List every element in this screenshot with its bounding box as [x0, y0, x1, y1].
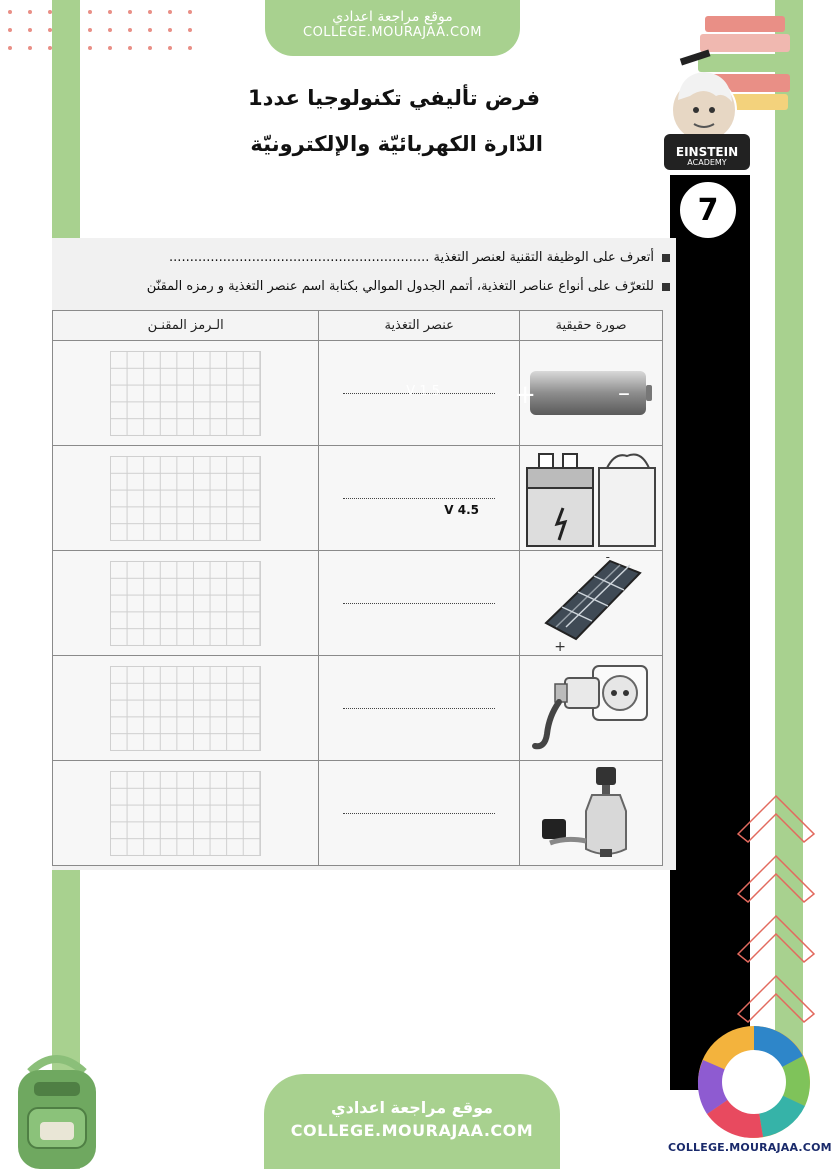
symbol-cell[interactable] — [53, 551, 319, 656]
question-2: للتعرّف على أنواع عناصر التغذية، أتمم الجدول الموالي بكتابة اسم عنصر التغذية و رمزه المقنّن — [55, 279, 670, 294]
svg-text:–: – — [618, 379, 631, 407]
worksheet — [52, 238, 676, 870]
svg-text:-: - — [605, 550, 611, 564]
picture-cell — [520, 761, 663, 866]
symbol-grid[interactable] — [110, 351, 261, 436]
picture-cell — [520, 551, 663, 656]
svg-text:+: + — [554, 639, 567, 655]
header-symbol: الـرمز المقنـن — [53, 311, 319, 341]
symbol-cell[interactable] — [53, 761, 319, 866]
bullet-square-icon — [662, 283, 670, 291]
bullet-square-icon — [662, 254, 670, 262]
academy-name-line2: ACADEMY — [687, 158, 727, 167]
wall-socket-icon — [531, 660, 651, 756]
element-name-cell[interactable] — [319, 446, 520, 551]
power-supply-table — [52, 310, 663, 866]
symbol-grid[interactable] — [110, 456, 261, 541]
symbol-cell[interactable] — [53, 341, 319, 446]
answer-line[interactable] — [343, 707, 495, 709]
page-subtitle: الدّارة الكهربائيّة والإلكترونيّة — [250, 132, 543, 156]
page-title: فرض تأليفي تكنولوجيا عدد1 — [248, 86, 540, 110]
element-name-cell[interactable] — [319, 656, 520, 761]
table-row — [53, 551, 663, 656]
answer-line[interactable] — [343, 602, 495, 604]
svg-text:+: + — [514, 380, 537, 410]
site-badge-top — [265, 0, 520, 56]
answer-line[interactable] — [343, 497, 495, 499]
site-badge-bottom — [264, 1074, 560, 1169]
table-row — [53, 761, 663, 866]
flat-batteries-icon — [523, 448, 659, 548]
element-name-cell[interactable] — [319, 551, 520, 656]
symbol-grid[interactable] — [110, 561, 261, 646]
backpack-icon — [0, 1052, 112, 1169]
header-real-picture: صورة حقيقية — [520, 311, 663, 341]
table-header-row — [53, 311, 663, 341]
table-row — [53, 446, 663, 551]
table-row — [53, 656, 663, 761]
picture-cell — [514, 341, 663, 446]
chevrons-decoration — [732, 790, 822, 1040]
dots-decoration — [0, 0, 200, 60]
academy-name-line1: EINSTEIN — [675, 145, 739, 159]
dynamo-icon — [536, 763, 646, 863]
symbol-grid[interactable] — [110, 666, 261, 751]
subjects-wheel-logo — [693, 1022, 815, 1140]
battery-cell-icon — [514, 363, 656, 423]
site-name-top: موقع مراجعة اعدادي — [332, 9, 453, 25]
academy-logo — [660, 12, 800, 177]
header-power-element: عنصر التغذية — [319, 311, 520, 341]
element-name-cell[interactable] — [319, 761, 520, 866]
site-url-bottom[interactable]: COLLEGE.MOURAJAA.COM — [290, 1121, 534, 1140]
site-url-top[interactable]: COLLEGE.MOURAJAA.COM — [303, 25, 482, 40]
solar-panel-icon — [536, 550, 646, 655]
site-name-bottom: موقع مراجعة اعدادي — [330, 1098, 494, 1117]
picture-cell — [520, 446, 663, 551]
page-number: 7 — [677, 179, 739, 241]
question-1: أتعرف على الوظيفة التقنية لعنصر التغذية ............................................................... — [55, 250, 670, 265]
answer-line[interactable] — [343, 812, 495, 814]
footer-site-url[interactable]: COLLEGE.MOURAJAA.COM — [668, 1141, 832, 1154]
symbol-cell[interactable] — [53, 656, 319, 761]
symbol-cell[interactable] — [53, 446, 319, 551]
picture-cell — [520, 656, 663, 761]
table-row — [53, 341, 663, 446]
symbol-grid[interactable] — [110, 771, 261, 856]
